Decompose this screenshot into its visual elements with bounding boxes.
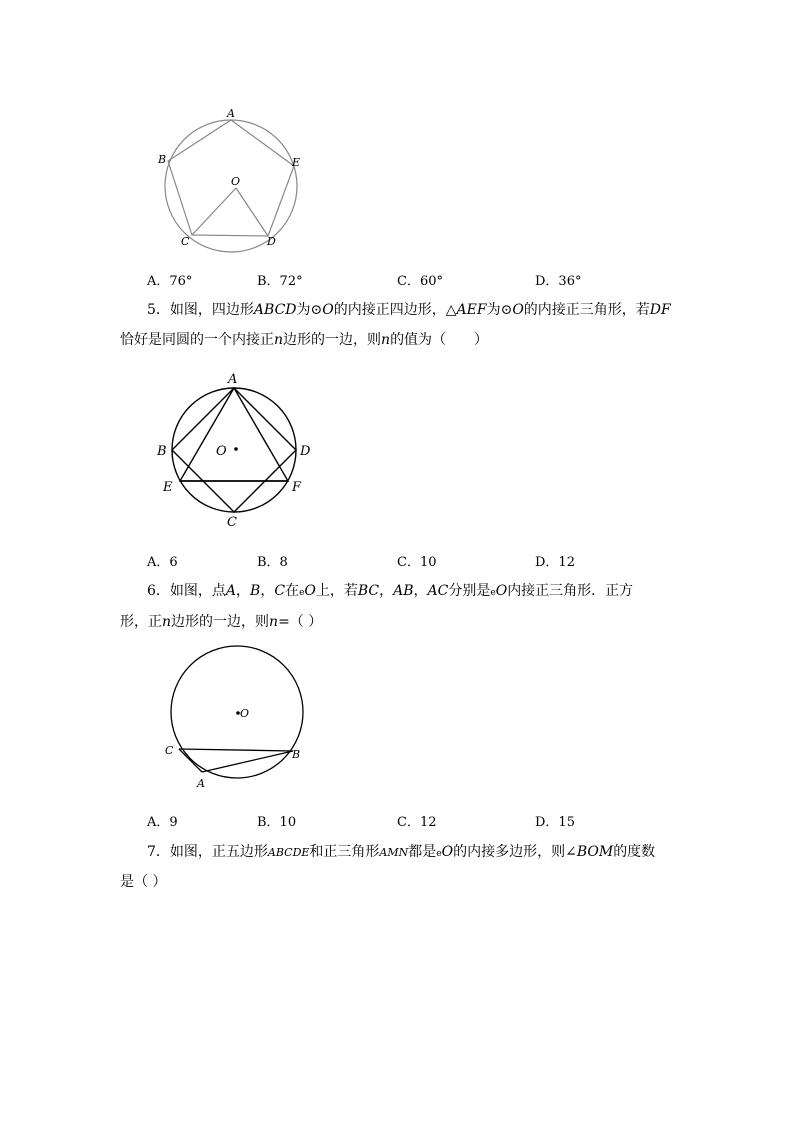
q4-label-o: O xyxy=(231,175,241,188)
q4-label-c: C xyxy=(181,235,190,248)
q6-segment-ab xyxy=(202,751,293,772)
q5-option-d[interactable]: D．12 xyxy=(535,555,575,570)
q6-label-o: O xyxy=(240,707,250,720)
q4-label-e: E xyxy=(292,156,301,169)
q6-segment-ca xyxy=(179,749,202,772)
q6-label-a: A xyxy=(197,777,205,790)
q6-label-c: C xyxy=(165,744,174,757)
q5-label-c: C xyxy=(227,515,237,530)
q7-stem-line1: 7．如图，正五边形ABCDE和正三角形AMN都是eO的内接多边形，则∠BOM的度数 xyxy=(147,844,656,860)
q7-stem-line2: 是（ ） xyxy=(120,874,167,890)
q5-triangle xyxy=(180,388,288,481)
q5-option-b[interactable]: B．8 xyxy=(257,555,288,570)
q7-number: 7． xyxy=(147,844,170,860)
q6-segment-bc xyxy=(179,749,293,751)
q5-label-f: F xyxy=(292,480,302,495)
q5-option-a[interactable]: A．6 xyxy=(147,555,178,570)
q4-options xyxy=(0,270,794,290)
q5-options xyxy=(0,551,794,571)
q4-option-c[interactable]: C．60° xyxy=(397,274,443,289)
q4-option-b[interactable]: B．72° xyxy=(257,274,303,289)
q4-label-d: D xyxy=(267,235,276,248)
q5-label-a: A xyxy=(228,372,238,387)
q5-label-o: O xyxy=(216,444,227,459)
q5-option-c[interactable]: C．10 xyxy=(397,555,437,570)
q5-number: 5． xyxy=(147,302,170,318)
q6-number: 6． xyxy=(147,583,170,599)
q4-label-a: A xyxy=(227,107,235,120)
q6-stem-line1: 6．如图，点A，B，C在eO上，若BC，AB，AC分别是eO内接正三角形．正方 xyxy=(147,583,634,599)
q6-option-a[interactable]: A．9 xyxy=(147,815,178,830)
q5-circle xyxy=(172,388,296,512)
q6-stem-line2: 形，正n边形的一边，则n=（ ） xyxy=(120,614,323,630)
q4-option-a[interactable]: A．76° xyxy=(147,274,193,289)
q5-label-d: D xyxy=(300,444,311,459)
q6-label-b: B xyxy=(292,748,301,761)
q4-option-d[interactable]: D．36° xyxy=(535,274,582,289)
q6-figure xyxy=(155,640,315,800)
q4-label-b: B xyxy=(158,153,167,166)
q6-option-b[interactable]: B．10 xyxy=(257,815,297,830)
q5-stem-line1: 5．如图，四边形ABCD为⊙O的内接正四边形，△AEF为⊙O的内接正三角形，若DF xyxy=(147,302,671,318)
q6-options xyxy=(0,811,794,831)
q4-segment-od xyxy=(236,188,268,236)
q6-option-d[interactable]: D．15 xyxy=(535,815,575,830)
q5-stem-line2: 恰好是同圆的一个内接正n边形的一边，则n的值为（ ） xyxy=(120,332,489,348)
q6-option-c[interactable]: C．12 xyxy=(397,815,437,830)
q5-label-e: E xyxy=(163,480,173,495)
q5-center-dot xyxy=(234,447,238,451)
q4-segment-oc xyxy=(192,188,236,235)
q5-label-b: B xyxy=(157,444,167,459)
q5-figure xyxy=(150,365,325,535)
q4-figure xyxy=(150,100,310,250)
